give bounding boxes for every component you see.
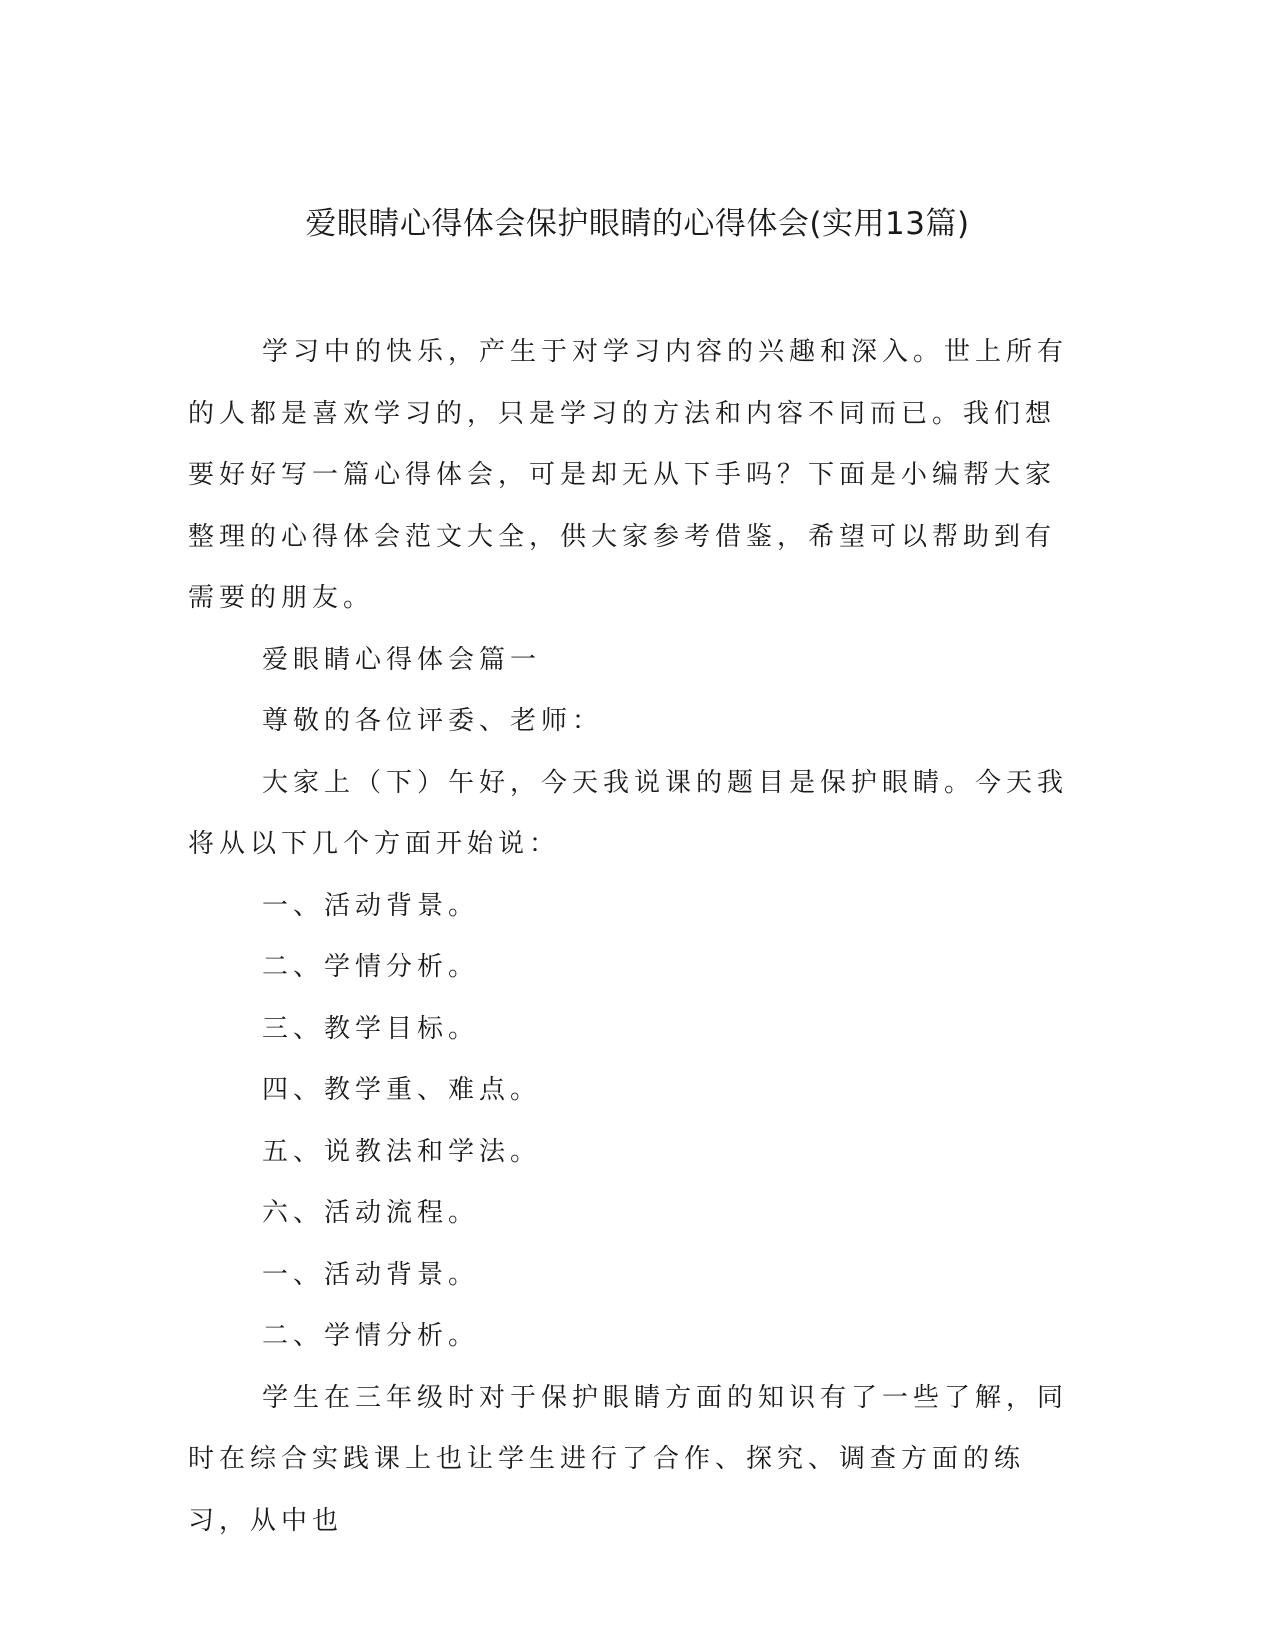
section-heading: 爱眼睛心得体会篇一 [262,644,542,675]
outline-item: 一、活动背景。 [262,890,480,921]
body-paragraph: 学生在三年级时对于保护眼睛方面的知识有了一些了解，同时在综合实践课上也让学生进行了合作、探究、调查方面的练习，从中也 [188,1382,1069,1536]
salutation: 尊敬的各位评委、老师： [262,706,604,736]
outline-item: 六、活动流程。 [262,1198,480,1228]
outline-item: 二、学情分析。 [262,952,480,982]
section-item: 一、活动背景。 [262,1259,480,1290]
opening-paragraph: 大家上（下）午好，今天我说课的题目是保护眼睛。今天我将从以下几个方面开始说： [188,767,1069,859]
outline-item: 四、教学重、难点。 [262,1075,542,1105]
outline-item: 五、说教法和学法。 [262,1136,542,1167]
section-item: 二、学情分析。 [262,1321,480,1351]
outline-item: 三、教学目标。 [262,1013,480,1044]
document-body [188,322,1068,1552]
intro-paragraph: 学习中的快乐，产生于对学习内容的兴趣和深入。世上所有的人都是喜欢学习的，只是学习的方法和内容不同而已。我们想要好好写一篇心得体会，可是却无从下手吗？下面是小编帮大家整理的心得体会范文大全，供大家参考借鉴，希望可以帮助到有需要的朋友。 [188,337,1069,613]
document-title: 爱眼睛心得体会保护眼睛的心得体会(实用13篇) [305,206,970,242]
